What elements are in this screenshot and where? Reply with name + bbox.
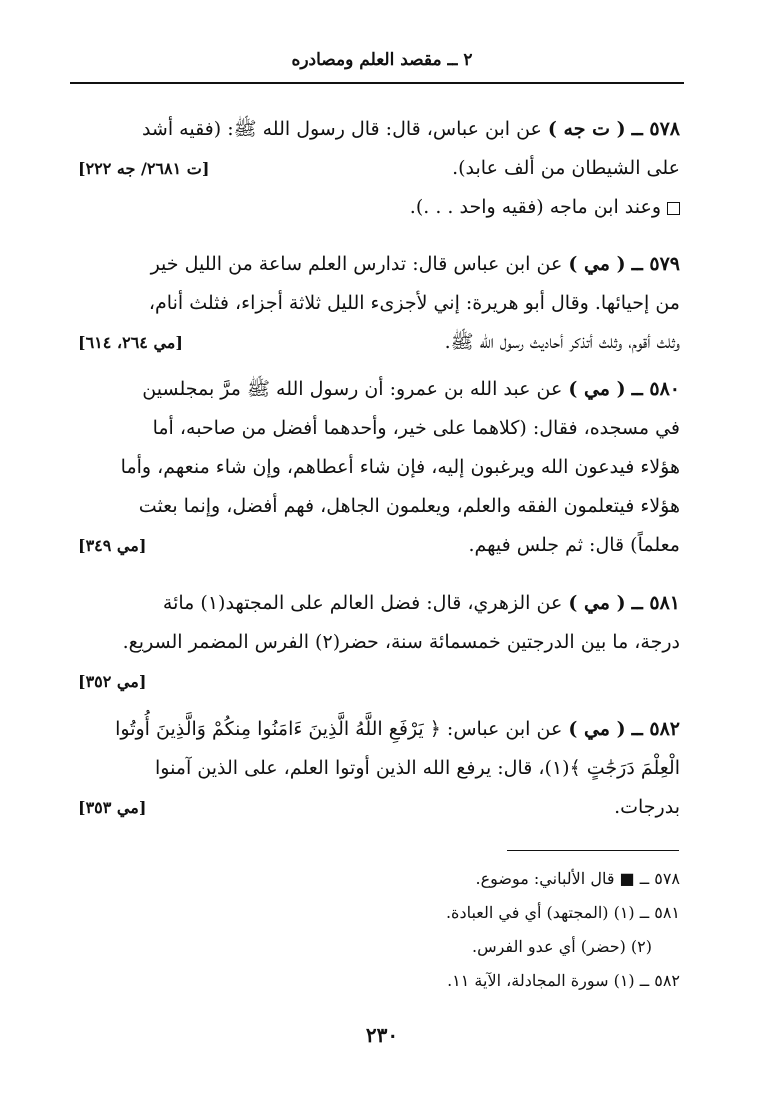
entry-note: وعند ابن ماجه (فقيه واحد . . .). xyxy=(409,196,661,218)
entry-text: هؤلاء فيدعون الله ويرغبون إليه، فإن شاء أعطاهم، وإن شاء منعهم، وأما xyxy=(120,456,680,478)
entry-line xyxy=(78,448,680,487)
entry-line xyxy=(78,788,680,827)
entry-text: بدرجات. xyxy=(614,796,680,818)
entry-text: وثلث أقوم، وثلث أتذكر أحاديث رسول الله ﷺ. xyxy=(444,331,680,353)
entry-text: من إحيائها. وقال أبو هريرة: إني لأجزىء الليل ثلاثة أجزاء، فثلث أنام، xyxy=(148,292,680,314)
hadith-entry xyxy=(78,110,680,227)
entry-line xyxy=(78,710,680,749)
source-code: ( مي ) xyxy=(568,592,626,614)
source-code: ( مي ) xyxy=(568,718,626,740)
entry-text: معلماً) قال: ثم جلس فيهم. xyxy=(468,534,680,556)
footnote: (٢) (حضر) أي عدو الفرس. xyxy=(471,937,652,956)
entry-line xyxy=(78,110,680,149)
footnote-divider xyxy=(507,850,679,851)
entry-line xyxy=(78,584,680,623)
entry-text: عن عبد الله بن عمرو: أن رسول الله ﷺ مرَّ بمجلسين xyxy=(142,378,563,400)
hadith-number: ٥٧٨ ــ xyxy=(631,118,680,140)
hadith-entry xyxy=(78,370,680,565)
entry-line xyxy=(78,284,680,323)
hadith-number: ٥٨٠ ــ xyxy=(631,378,680,400)
hadith-entry xyxy=(78,710,680,827)
entry-text: عن الزهري، قال: فضل العالم على المجتهد(١) مائة xyxy=(162,592,563,614)
entry-line xyxy=(78,149,680,188)
entry-line xyxy=(78,323,680,362)
entry-line xyxy=(78,749,680,788)
entry-line xyxy=(78,623,680,662)
reference: [مي ٢٦٤، ٦١٤] xyxy=(78,333,183,352)
square-bullet-icon xyxy=(667,202,680,215)
footnote: ٥٨٢ ــ (١) سورة المجادلة، الآية ١١. xyxy=(447,971,680,990)
entry-line xyxy=(78,409,680,448)
reference: [مي ٣٥٢] xyxy=(78,672,147,691)
entry-text: على الشيطان من ألف عابد). xyxy=(452,157,680,179)
source-code: ( مي ) xyxy=(568,378,626,400)
footnotes xyxy=(100,862,680,998)
reference: [مي ٣٥٣] xyxy=(78,798,147,817)
entry-text: عن ابن عباس، قال: قال رسول الله ﷺ: (فقيه أشد xyxy=(141,118,542,140)
entry-text: عن ابن عباس قال: تدارس العلم ساعة من الليل خير xyxy=(150,253,563,275)
page-number: ٢٣٠ xyxy=(365,1023,399,1047)
entry-line xyxy=(78,487,680,526)
entry-line xyxy=(78,245,680,284)
entry-text: عن ابن عباس: ﴿ يَرْفَعِ اللَّهُ الَّذِينَ ءَامَنُوا مِنكُمْ وَالَّذِينَ أُوتُوا xyxy=(115,718,563,740)
reference: [ت ٢٦٨١/ جه ٢٢٢] xyxy=(78,159,210,178)
entry-line xyxy=(78,526,680,565)
hadith-entry xyxy=(78,245,680,362)
entry-text: هؤلاء فيتعلمون الفقه والعلم، ويعلمون الجاهل، فهم أفضل، وإنما بعثت xyxy=(138,495,680,517)
hadith-number: ٥٨٢ ــ xyxy=(631,718,680,740)
running-header: ٢ ــ مقصد العلم ومصادره xyxy=(291,50,473,70)
header-divider xyxy=(70,82,684,84)
footnote: ٥٨١ ــ (١) (المجتهد) أي في العبادة. xyxy=(445,903,680,922)
hadith-number: ٥٧٩ ــ xyxy=(631,253,680,275)
hadith-entry xyxy=(78,584,680,691)
entry-line xyxy=(78,188,680,227)
entry-text: الْعِلْمَ دَرَجَٰتٍ ﴾(١)، قال: يرفع الله الذين أوتوا العلم، على الذين آمنوا xyxy=(154,757,680,779)
hadith-number: ٥٨١ ــ xyxy=(631,592,680,614)
entry-line xyxy=(78,370,680,409)
footnote: ٥٧٨ ــ ■ قال الألباني: موضوع. xyxy=(475,869,680,888)
entry-text: في مسجده، فقال: (كلاهما على خير، وأحدهما أفضل من صاحبه، أما xyxy=(152,417,680,439)
reference: [مي ٣٤٩] xyxy=(78,536,147,555)
entry-text: درجة، ما بين الدرجتين خمسمائة سنة، حضر(٢) الفرس المضمر السريع. xyxy=(122,631,680,653)
source-code: ( مي ) xyxy=(568,253,626,275)
source-code: ( ت جه ) xyxy=(547,118,626,140)
